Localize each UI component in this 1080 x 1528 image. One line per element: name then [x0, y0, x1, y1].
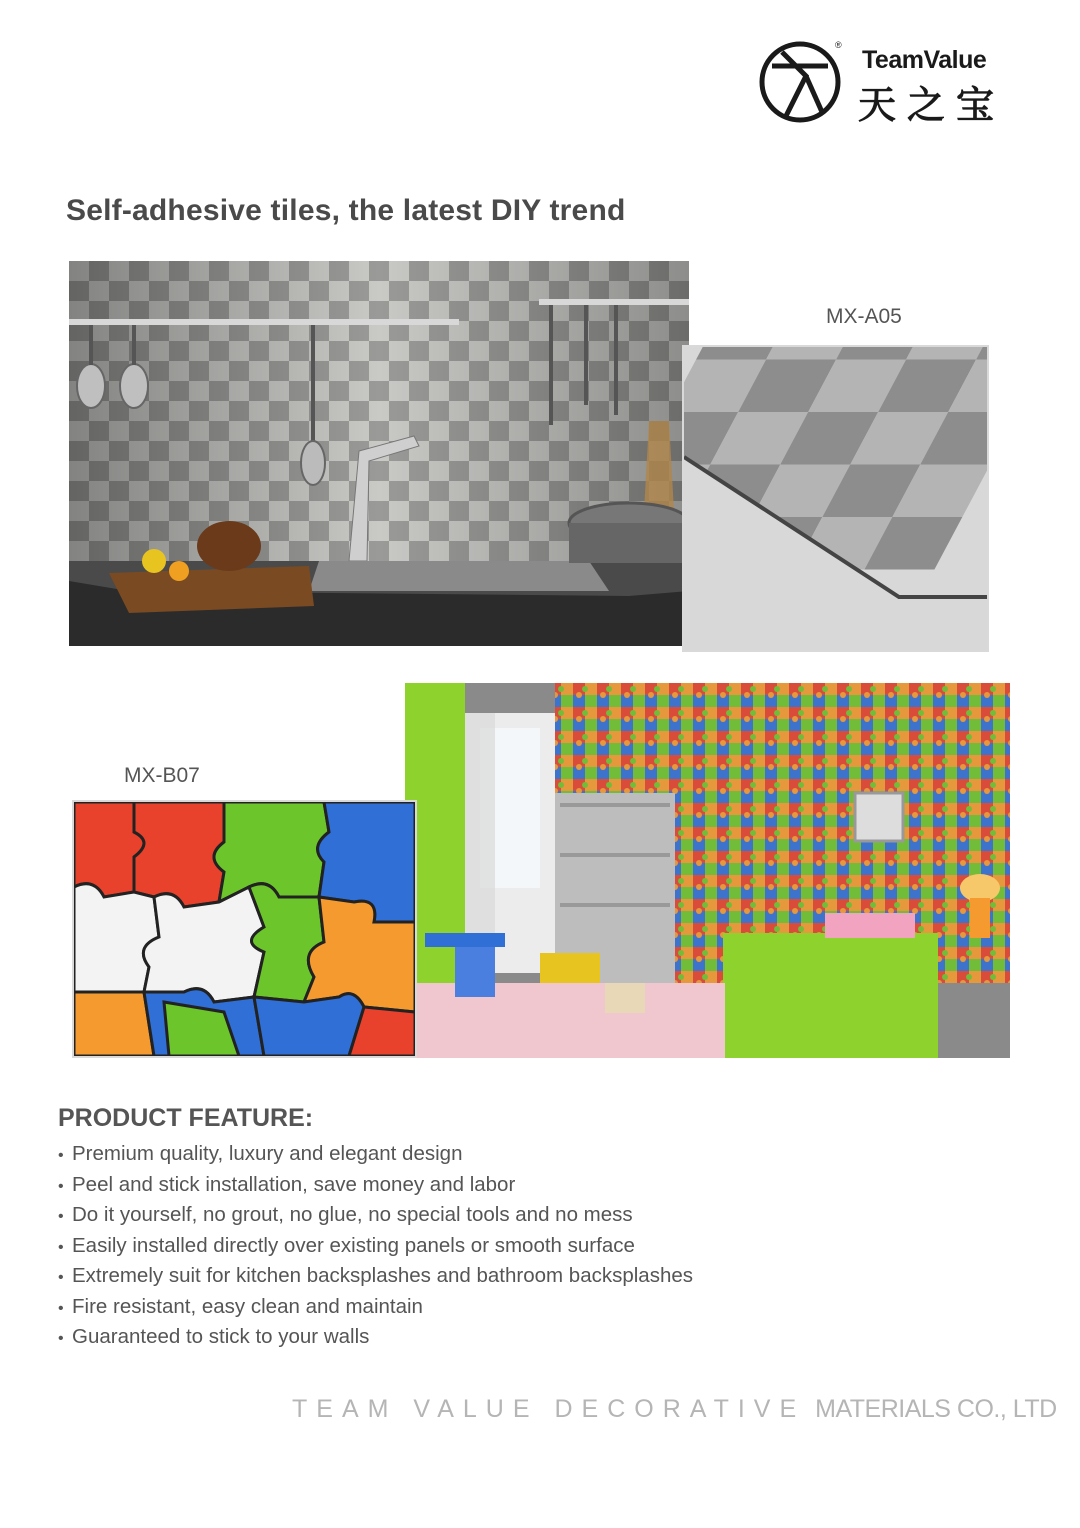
colorful-puzzle-tile-sample: [72, 800, 417, 1058]
feature-item: [58, 1322, 693, 1353]
company-name-spaced: TEAM VALUE DECORATIVE: [292, 1395, 806, 1423]
kids-room-wall-photo: [405, 683, 1010, 1058]
kitchen-backsplash-photo: [69, 261, 689, 646]
feature-text: Guaranteed to stick to your walls: [72, 1325, 370, 1348]
company-name-footer: [292, 1395, 1057, 1424]
page-headline: Self-adhesive tiles, the latest DIY trend: [66, 194, 626, 227]
bullet-icon: •: [58, 1238, 64, 1256]
product-feature-title: PRODUCT FEATURE:: [58, 1104, 314, 1132]
feature-text: Fire resistant, easy clean and maintain: [72, 1294, 423, 1318]
bullet-icon: •: [58, 1330, 64, 1347]
feature-text: Extremely suit for kitchen backsplashes and bathroom backsplashes: [72, 1264, 694, 1287]
bullet-icon: •: [58, 1208, 64, 1225]
registered-mark: ®: [835, 40, 842, 50]
feature-item: [58, 1231, 693, 1262]
brushed-metal-checker-tile-sample: [682, 345, 989, 652]
product-feature-list: [58, 1139, 693, 1353]
feature-item: [58, 1170, 693, 1201]
brand-name-cn: 天之宝: [858, 82, 1006, 127]
feature-text: Premium quality, luxury and elegant design: [72, 1142, 463, 1165]
bullet-icon: •: [58, 1147, 64, 1164]
feature-text: Easily installed directly over existing panels or smooth surface: [72, 1233, 635, 1257]
feature-item: [58, 1292, 693, 1323]
bullet-icon: •: [58, 1299, 64, 1317]
feature-text: Do it yourself, no grout, no glue, no special tools and no mess: [72, 1203, 633, 1226]
company-name-rest: MATERIALS CO., LTD: [815, 1395, 1057, 1423]
bullet-icon: •: [58, 1177, 64, 1195]
feature-text: Peel and stick installation, save money and labor: [72, 1172, 516, 1196]
feature-item: [58, 1261, 693, 1292]
feature-item: [58, 1139, 693, 1170]
brand-logo: [758, 40, 1018, 126]
feature-item: [58, 1200, 693, 1231]
bullet-icon: •: [58, 1269, 64, 1286]
product-code-a05: MX-A05: [826, 305, 902, 328]
brand-name-en: TeamValue: [862, 46, 987, 74]
product-code-b07: MX-B07: [124, 764, 200, 787]
circle-tian-logo-icon: [758, 40, 842, 124]
